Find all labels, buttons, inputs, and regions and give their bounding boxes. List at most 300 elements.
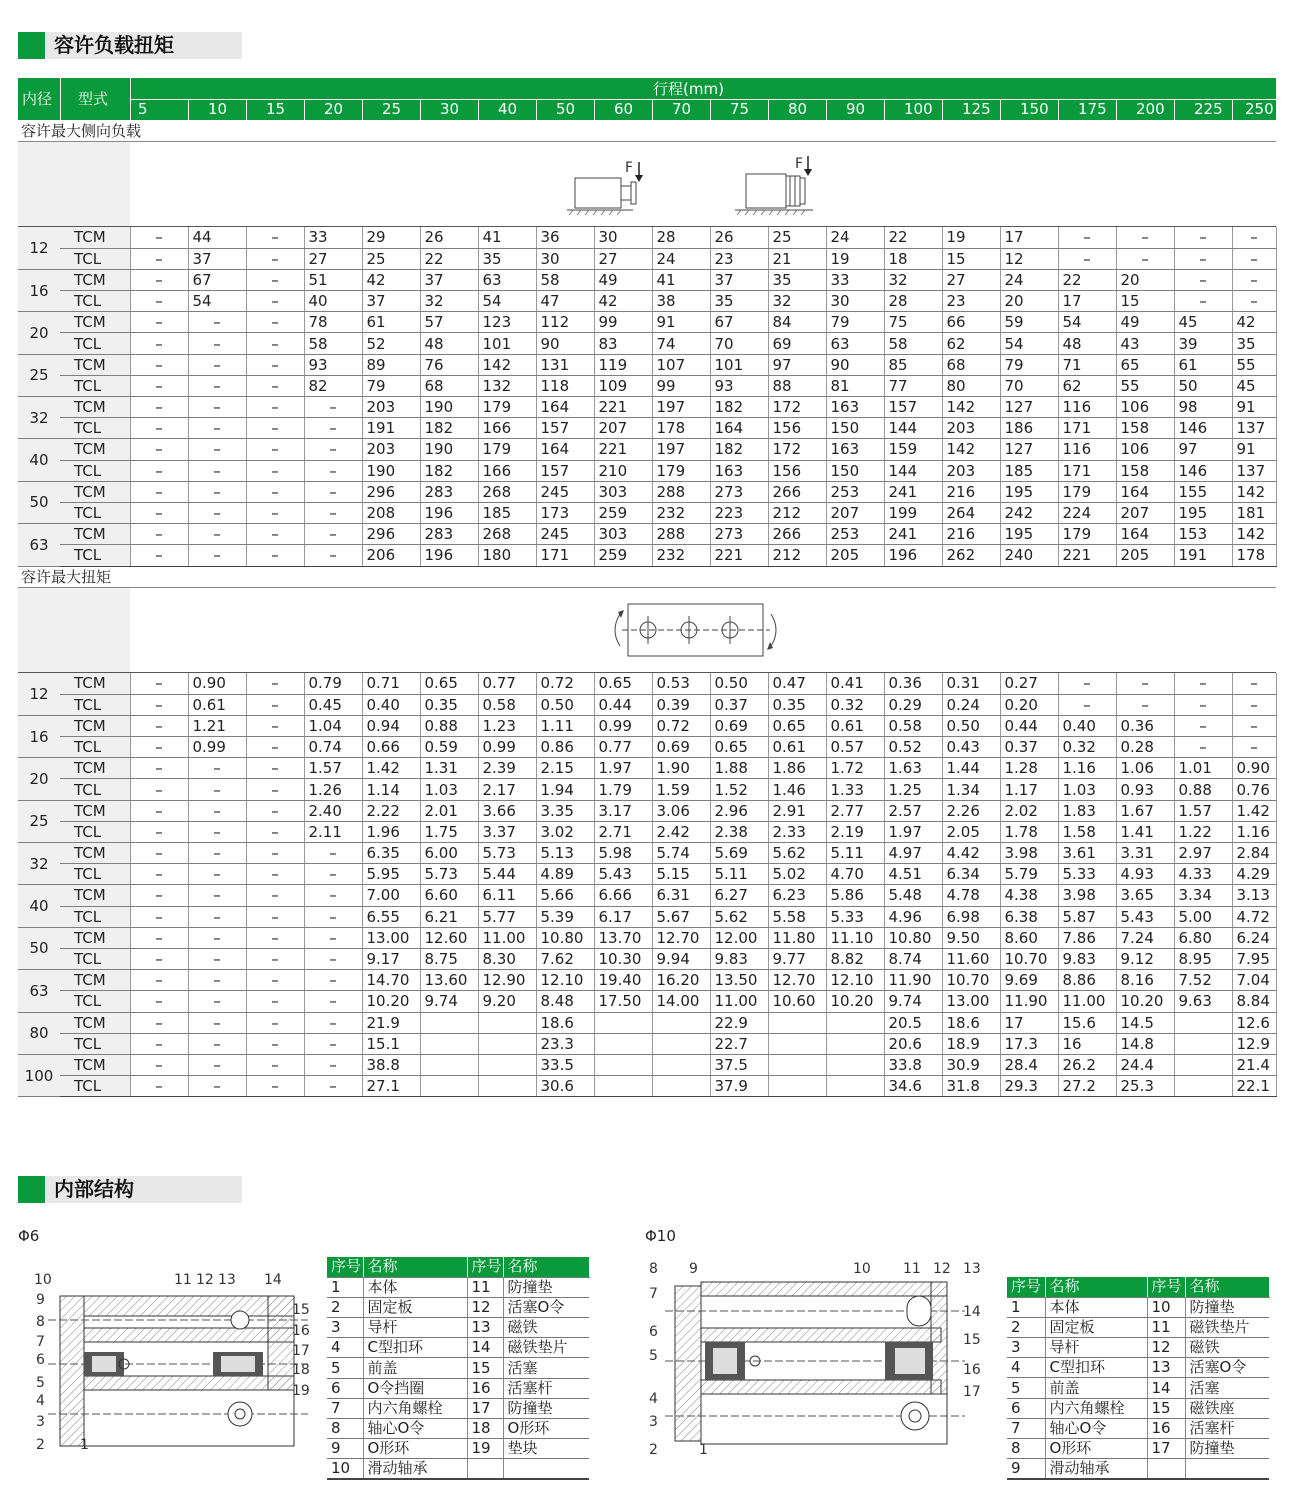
value-cell: 32 <box>768 291 826 312</box>
table-row <box>18 779 1276 800</box>
type-cell: TCL <box>60 1033 130 1054</box>
value-cell: 191 <box>1174 545 1232 566</box>
value-cell: 216 <box>942 524 1000 545</box>
callout: 6 <box>36 1352 45 1368</box>
value-cell: 6.17 <box>594 906 652 927</box>
value-cell: 5.95 <box>362 864 420 885</box>
value-cell: 2.22 <box>362 800 420 821</box>
value-cell: – <box>304 991 362 1012</box>
stroke-header-50: 50 <box>556 100 576 118</box>
value-cell: – <box>304 1012 362 1033</box>
value-cell: – <box>188 1033 246 1054</box>
value-cell: – <box>130 269 188 290</box>
value-cell: 0.45 <box>304 694 362 715</box>
callout: 17 <box>292 1343 310 1359</box>
table-row <box>18 481 1276 502</box>
value-cell: 259 <box>594 502 652 523</box>
value-cell: 59 <box>1000 312 1058 333</box>
part-name: 固定板 <box>1045 1317 1147 1337</box>
value-cell: 61 <box>1174 354 1232 375</box>
stroke-header: 行程(mm) <box>653 80 724 98</box>
value-cell: 24 <box>652 248 710 269</box>
value-cell: – <box>188 821 246 842</box>
value-cell: 70 <box>710 333 768 354</box>
value-cell: 7.24 <box>1116 927 1174 948</box>
header-divider <box>768 99 769 120</box>
value-cell: 157 <box>536 460 594 481</box>
value-cell: 186 <box>1000 418 1058 439</box>
value-cell: – <box>1058 673 1116 694</box>
torque-table <box>18 673 1277 1097</box>
value-cell: – <box>188 1012 246 1033</box>
value-cell: 207 <box>1116 502 1174 523</box>
value-cell: 127 <box>1000 397 1058 418</box>
value-cell: 0.40 <box>1058 715 1116 736</box>
value-cell <box>594 1012 652 1033</box>
value-cell: 20 <box>1000 291 1058 312</box>
value-cell: 4.72 <box>1232 906 1276 927</box>
part-number: 7 <box>327 1398 363 1418</box>
value-cell: 109 <box>594 375 652 396</box>
callout: 9 <box>689 1261 698 1277</box>
value-cell: 0.36 <box>1116 715 1174 736</box>
value-cell: 10.60 <box>768 991 826 1012</box>
value-cell: 2.33 <box>768 821 826 842</box>
value-cell: 0.76 <box>1232 779 1276 800</box>
header-divider <box>1232 99 1233 120</box>
value-cell: 1.23 <box>478 715 536 736</box>
value-cell: 5.43 <box>594 864 652 885</box>
value-cell: 182 <box>710 397 768 418</box>
value-cell: 0.37 <box>710 694 768 715</box>
value-cell: 93 <box>304 354 362 375</box>
value-cell: 91 <box>652 312 710 333</box>
value-cell: 7.00 <box>362 885 420 906</box>
part-number: 9 <box>1007 1459 1045 1480</box>
value-cell: 45 <box>1232 375 1276 396</box>
value-cell: – <box>188 439 246 460</box>
value-cell: – <box>246 779 304 800</box>
value-cell: 4.96 <box>884 906 942 927</box>
value-cell: – <box>1174 737 1232 758</box>
value-cell: 71 <box>1058 354 1116 375</box>
type-cell: TCM <box>60 354 130 375</box>
value-cell: – <box>304 1054 362 1075</box>
value-cell: 2.26 <box>942 800 1000 821</box>
value-cell: – <box>1174 673 1232 694</box>
value-cell: 22 <box>884 227 942 248</box>
part-name: 轴心O令 <box>1045 1418 1147 1438</box>
value-cell: 0.47 <box>768 673 826 694</box>
value-cell: 11.00 <box>710 991 768 1012</box>
value-cell: 0.99 <box>188 737 246 758</box>
value-cell: 196 <box>420 502 478 523</box>
callout: 2 <box>649 1442 658 1456</box>
value-cell: 0.86 <box>536 737 594 758</box>
value-cell: 11.90 <box>1000 991 1058 1012</box>
value-cell: 5.66 <box>536 885 594 906</box>
value-cell: 2.42 <box>652 821 710 842</box>
value-cell: 137 <box>1232 460 1276 481</box>
value-cell: 42 <box>362 269 420 290</box>
value-cell: 12.10 <box>826 970 884 991</box>
table-row <box>18 269 1276 290</box>
value-cell: 106 <box>1116 397 1174 418</box>
value-cell: – <box>246 375 304 396</box>
value-cell: 1.97 <box>884 821 942 842</box>
value-cell: 3.31 <box>1116 843 1174 864</box>
stroke-header-250: 250 <box>1245 100 1274 118</box>
value-cell: 5.48 <box>884 885 942 906</box>
value-cell: 131 <box>536 354 594 375</box>
value-cell: 45 <box>1174 312 1232 333</box>
part-number: 6 <box>327 1378 363 1398</box>
value-cell: 17.50 <box>594 991 652 1012</box>
value-cell: 190 <box>420 397 478 418</box>
bore-cell: 40 <box>18 885 60 927</box>
value-cell: 6.98 <box>942 906 1000 927</box>
part-number: 2 <box>1007 1317 1045 1337</box>
value-cell: – <box>1058 227 1116 248</box>
value-cell: 2.97 <box>1174 843 1232 864</box>
value-cell: 166 <box>478 418 536 439</box>
value-cell: 37 <box>188 248 246 269</box>
part-number <box>467 1459 503 1480</box>
parts-row <box>327 1318 589 1338</box>
value-cell: 7.95 <box>1232 948 1276 969</box>
value-cell: 303 <box>594 481 652 502</box>
value-cell: 68 <box>420 375 478 396</box>
side-load-label-row: 容许最大侧向负载 <box>18 121 1276 142</box>
value-cell: 5.67 <box>652 906 710 927</box>
value-cell: 25.3 <box>1116 1076 1174 1097</box>
part-number: 10 <box>1147 1297 1185 1317</box>
value-cell: 163 <box>826 439 884 460</box>
value-cell: – <box>1232 227 1276 248</box>
value-cell: 1.31 <box>420 758 478 779</box>
value-cell: 5.00 <box>1174 906 1232 927</box>
value-cell: – <box>246 1076 304 1097</box>
value-cell: 210 <box>594 460 652 481</box>
value-cell: – <box>1058 694 1116 715</box>
callout: 10 <box>34 1272 52 1288</box>
callout: 13 <box>963 1261 981 1277</box>
callout: 11 <box>174 1272 192 1288</box>
callout: 4 <box>36 1393 45 1409</box>
value-cell: 35 <box>768 269 826 290</box>
value-cell: – <box>246 439 304 460</box>
value-cell: 5.33 <box>826 906 884 927</box>
value-cell: 118 <box>536 375 594 396</box>
header-divider <box>536 99 537 120</box>
value-cell: 0.79 <box>304 673 362 694</box>
value-cell <box>420 1076 478 1097</box>
value-cell: 8.30 <box>478 948 536 969</box>
value-cell: 3.35 <box>536 800 594 821</box>
value-cell: – <box>304 439 362 460</box>
value-cell: 38 <box>652 291 710 312</box>
value-cell: 7.52 <box>1174 970 1232 991</box>
table-row <box>18 375 1276 396</box>
value-cell: 296 <box>362 481 420 502</box>
value-cell: 203 <box>942 418 1000 439</box>
type-cell: TCM <box>60 269 130 290</box>
value-cell: 164 <box>536 439 594 460</box>
value-cell: – <box>246 758 304 779</box>
value-cell: 8.95 <box>1174 948 1232 969</box>
value-cell: – <box>246 1012 304 1033</box>
value-cell: 4.97 <box>884 843 942 864</box>
callout: 9 <box>36 1292 45 1308</box>
value-cell: 14.00 <box>652 991 710 1012</box>
value-cell: 42 <box>1232 312 1276 333</box>
value-cell: – <box>188 885 246 906</box>
parts-row <box>1007 1338 1269 1358</box>
value-cell: 9.74 <box>420 991 478 1012</box>
type-cell: TCM <box>60 524 130 545</box>
value-cell: 89 <box>362 354 420 375</box>
value-cell: 2.02 <box>1000 800 1058 821</box>
table-row <box>18 354 1276 375</box>
value-cell: – <box>188 1054 246 1075</box>
type-cell: TCL <box>60 737 130 758</box>
value-cell: 4.70 <box>826 864 884 885</box>
part-name: 磁铁垫片 <box>1185 1317 1269 1337</box>
value-cell: 0.65 <box>768 715 826 736</box>
part-number: 13 <box>467 1318 503 1338</box>
header-divider <box>420 99 421 120</box>
bore-cell: 20 <box>18 758 60 800</box>
value-cell <box>768 1076 826 1097</box>
value-cell: 0.93 <box>1116 779 1174 800</box>
value-cell: – <box>246 227 304 248</box>
bore-cell: 32 <box>18 397 60 439</box>
value-cell: 55 <box>1116 375 1174 396</box>
value-cell: 65 <box>1116 354 1174 375</box>
torque-figure-row <box>18 588 1276 673</box>
value-cell: – <box>188 333 246 354</box>
value-cell: 2.91 <box>768 800 826 821</box>
section-marker <box>18 1176 45 1203</box>
value-cell: 0.99 <box>478 737 536 758</box>
part-name: 防撞垫 <box>1185 1297 1269 1317</box>
header-divider <box>60 78 61 120</box>
value-cell: – <box>130 291 188 312</box>
value-cell: 12.90 <box>478 970 536 991</box>
stroke-header-70: 70 <box>672 100 692 118</box>
parts-row <box>327 1358 589 1378</box>
value-cell: 208 <box>362 502 420 523</box>
header-divider <box>652 99 653 120</box>
value-cell: 1.63 <box>884 758 942 779</box>
value-cell: 262 <box>942 545 1000 566</box>
table-row <box>18 737 1276 758</box>
value-cell: 58 <box>536 269 594 290</box>
part-number: 3 <box>1007 1338 1045 1358</box>
value-cell: 232 <box>652 502 710 523</box>
type-cell: TCL <box>60 418 130 439</box>
value-cell: 296 <box>362 524 420 545</box>
value-cell: 7.86 <box>1058 927 1116 948</box>
value-cell: – <box>246 502 304 523</box>
value-cell: 29 <box>362 227 420 248</box>
parts-header-cell: 序号 <box>467 1257 503 1277</box>
section-marker <box>18 32 45 59</box>
value-cell: 6.21 <box>420 906 478 927</box>
value-cell: 0.39 <box>652 694 710 715</box>
value-cell: 207 <box>826 502 884 523</box>
header-divider <box>304 99 305 120</box>
table-row <box>18 970 1276 991</box>
type-cell: TCM <box>60 227 130 248</box>
value-cell: 28 <box>652 227 710 248</box>
parts-row <box>327 1378 589 1398</box>
parts-header-row <box>327 1257 589 1277</box>
part-name: 本体 <box>1045 1297 1147 1317</box>
value-cell: 9.94 <box>652 948 710 969</box>
part-name: 前盖 <box>363 1358 467 1378</box>
value-cell: 212 <box>768 545 826 566</box>
value-cell: 1.57 <box>1174 800 1232 821</box>
value-cell: – <box>304 460 362 481</box>
table-header <box>18 78 1276 120</box>
value-cell: 10.70 <box>942 970 1000 991</box>
table-row <box>18 227 1276 248</box>
table-row <box>18 758 1276 779</box>
value-cell: 2.39 <box>478 758 536 779</box>
part-name <box>1185 1459 1269 1480</box>
bore-cell: 50 <box>18 927 60 969</box>
table-row <box>18 821 1276 842</box>
value-cell: 212 <box>768 502 826 523</box>
value-cell: – <box>130 333 188 354</box>
part-number: 16 <box>1147 1418 1185 1438</box>
table-row <box>18 1033 1276 1054</box>
value-cell: – <box>188 418 246 439</box>
value-cell: – <box>304 970 362 991</box>
value-cell: 8.48 <box>536 991 594 1012</box>
value-cell: 205 <box>826 545 884 566</box>
callout: 16 <box>963 1362 981 1378</box>
value-cell <box>652 1033 710 1054</box>
value-cell: 14.5 <box>1116 1012 1174 1033</box>
part-name: C型扣环 <box>363 1338 467 1358</box>
type-cell: TCM <box>60 439 130 460</box>
value-cell: 1.28 <box>1000 758 1058 779</box>
value-cell: 1.52 <box>710 779 768 800</box>
value-cell: 6.31 <box>652 885 710 906</box>
value-cell: 1.17 <box>1000 779 1058 800</box>
value-cell: 5.58 <box>768 906 826 927</box>
value-cell: 0.94 <box>362 715 420 736</box>
value-cell: – <box>246 694 304 715</box>
value-cell: 112 <box>536 312 594 333</box>
value-cell: 37 <box>710 269 768 290</box>
part-number: 17 <box>1147 1439 1185 1459</box>
value-cell: 27 <box>942 269 1000 290</box>
part-name: 防撞垫 <box>503 1398 589 1418</box>
type-cell: TCM <box>60 715 130 736</box>
value-cell: 171 <box>536 545 594 566</box>
value-cell: 12.70 <box>768 970 826 991</box>
bore-cell: 16 <box>18 715 60 757</box>
value-cell: 164 <box>1116 524 1174 545</box>
part-name: 内六角螺栓 <box>1045 1398 1147 1418</box>
value-cell: 3.98 <box>1058 885 1116 906</box>
value-cell: – <box>130 991 188 1012</box>
value-cell: 221 <box>594 439 652 460</box>
value-cell: 0.69 <box>652 737 710 758</box>
value-cell: – <box>1232 715 1276 736</box>
value-cell: – <box>1232 291 1276 312</box>
header-divider <box>188 99 189 120</box>
part-name: 磁铁垫片 <box>503 1338 589 1358</box>
section-title-text: 容许负载扭矩 <box>54 33 174 57</box>
callout: 3 <box>649 1414 658 1430</box>
value-cell: – <box>130 821 188 842</box>
type-cell: TCL <box>60 694 130 715</box>
value-cell: 18.6 <box>942 1012 1000 1033</box>
value-cell: 1.75 <box>420 821 478 842</box>
value-cell: 0.50 <box>710 673 768 694</box>
stroke-header-225: 225 <box>1194 100 1223 118</box>
value-cell: 44 <box>188 227 246 248</box>
table-row <box>18 800 1276 821</box>
value-cell: 82 <box>304 375 362 396</box>
part-name: 活塞O令 <box>503 1297 589 1317</box>
callout: 17 <box>963 1384 981 1400</box>
value-cell: 157 <box>884 397 942 418</box>
stroke-header-60: 60 <box>614 100 634 118</box>
value-cell: 283 <box>420 524 478 545</box>
part-number <box>1147 1459 1185 1480</box>
tcl-side-load-icon <box>735 156 813 215</box>
value-cell: 11.90 <box>884 970 942 991</box>
value-cell: 1.06 <box>1116 758 1174 779</box>
value-cell: 10.30 <box>594 948 652 969</box>
table-row <box>18 885 1276 906</box>
value-cell: 182 <box>710 439 768 460</box>
value-cell: – <box>130 248 188 269</box>
value-cell: 207 <box>594 418 652 439</box>
value-cell: 12.00 <box>710 927 768 948</box>
value-cell: 0.53 <box>652 673 710 694</box>
value-cell: 5.11 <box>826 843 884 864</box>
bore-cell: 50 <box>18 481 60 523</box>
value-cell: 0.41 <box>826 673 884 694</box>
value-cell: 5.43 <box>1116 906 1174 927</box>
value-cell: 21.9 <box>362 1012 420 1033</box>
value-cell: 2.17 <box>478 779 536 800</box>
value-cell: – <box>246 673 304 694</box>
stroke-header-200: 200 <box>1136 100 1165 118</box>
value-cell: 196 <box>420 545 478 566</box>
value-cell: 5.79 <box>1000 864 1058 885</box>
value-cell: – <box>304 502 362 523</box>
value-cell: 49 <box>594 269 652 290</box>
stroke-header-10: 10 <box>208 100 228 118</box>
value-cell: 98 <box>1174 397 1232 418</box>
value-cell: 9.20 <box>478 991 536 1012</box>
value-cell: 179 <box>1058 481 1116 502</box>
section-title-internal <box>18 1176 242 1203</box>
part-number: 9 <box>327 1439 363 1459</box>
value-cell: 0.71 <box>362 673 420 694</box>
value-cell: – <box>130 439 188 460</box>
table-row <box>18 460 1276 481</box>
value-cell: 0.50 <box>536 694 594 715</box>
side-load-table <box>18 227 1277 567</box>
